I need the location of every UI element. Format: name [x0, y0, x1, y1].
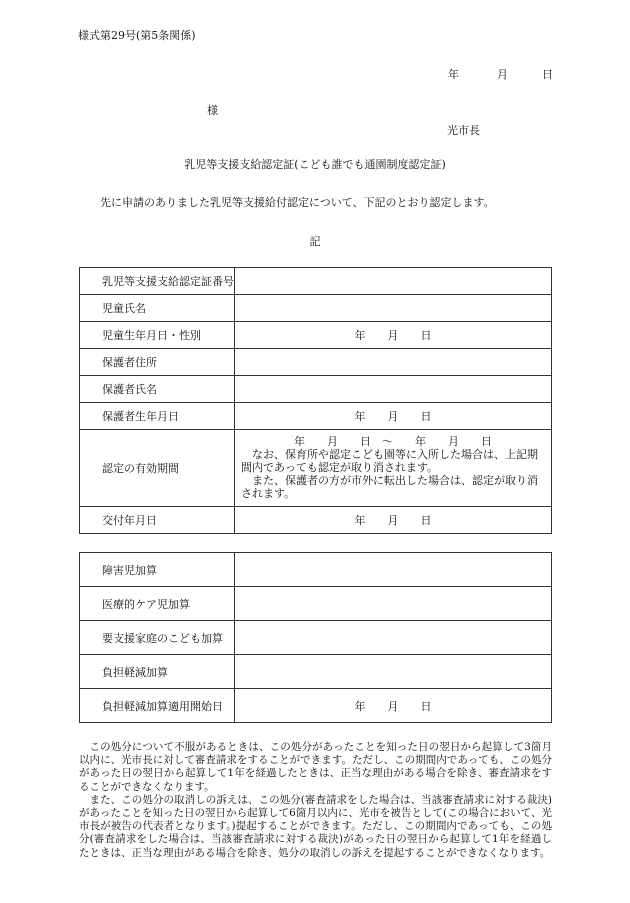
guardian-address-value [235, 349, 552, 376]
row-label: 要支援家庭のこども加算 [80, 621, 235, 655]
form-number: 様式第29号(第5条関係) [78, 29, 196, 42]
appeal-notice-paragraph: この処分について不服があるときは、この処分があったことを知った日の翌日から起算して3箇月以内に、光市長に対して審査請求をすることができます。ただし、この期間内であっても、この処分があった日の翌日から起算して1年を経過したときは、正当な理由がある場合を除き、審査請求をすることができなくなります。 [79, 741, 552, 793]
guardian-name-value [235, 376, 552, 403]
disability-addition-value [235, 553, 552, 587]
appeal-notice-paragraph: また、この処分の取消しの訴えは、この処分(審査請求をした場合は、当該審査請求に対する裁決)があったことを知った日の翌日から起算して6箇月以内に、光市を被告として(この場合において、光市長が被告の代表者となります。)提起することができます。ただし、この期間内であっても、この処分(審査請求をした場合は、当該審査請求に対する裁決)があった日の翌日から起算して1年を経過したときは、正当な理由がある場合を除き、処分の取消しの訴えを提起することができなくなります。 [79, 793, 552, 859]
row-label: 児童氏名 [80, 295, 235, 322]
date-year: 年 [448, 68, 459, 81]
validity-period-dates: 年 月 日 ～ 年 月 日 [294, 435, 492, 448]
table-row [80, 295, 552, 322]
row-label: 障害児加算 [80, 553, 235, 587]
burden-reduction-start-value: 年 月 日 [235, 689, 552, 723]
ki-heading: 記 [309, 235, 321, 248]
table-row [80, 349, 552, 376]
appeal-notice [79, 741, 552, 860]
table-row [80, 507, 552, 534]
table-row [80, 689, 552, 723]
certificate-number-value [235, 268, 552, 295]
child-name-value [235, 295, 552, 322]
burden-reduction-value [235, 655, 552, 689]
row-label: 負担軽減加算 [80, 655, 235, 689]
table-row [80, 621, 552, 655]
medical-care-addition-value [235, 587, 552, 621]
table-row [80, 655, 552, 689]
validity-note-admission: なお、保育所や認定こども園等に入所した場合は、上記期間内であっても認定が取り消されます。 [241, 448, 538, 474]
validity-period-value [235, 430, 552, 507]
child-birthdate-value: 年 月 日 [235, 322, 552, 349]
date-month: 月 [497, 68, 508, 81]
table-row [80, 268, 552, 295]
row-label: 乳児等支援支給認定証番号 [80, 268, 235, 295]
guardian-birthdate-value: 年 月 日 [235, 403, 552, 430]
issuer-name: 光市長 [447, 124, 480, 137]
row-label: 交付年月日 [80, 507, 235, 534]
table-row [80, 587, 552, 621]
support-family-addition-value [235, 621, 552, 655]
row-label: 負担軽減加算適用開始日 [80, 689, 235, 723]
row-label: 医療的ケア児加算 [80, 587, 235, 621]
row-label: 保護者氏名 [80, 376, 235, 403]
document-title: 乳児等支援支給認定証(こども誰でも通園制度認定証) [184, 158, 446, 171]
row-label: 保護者住所 [80, 349, 235, 376]
validity-note-relocation: また、保護者の方が市外に転出した場合は、認定が取り消されます。 [241, 474, 538, 500]
table-row [80, 376, 552, 403]
table-row [80, 322, 552, 349]
additions-table [79, 552, 552, 723]
certificate-table [79, 267, 552, 534]
row-label: 保護者生年月日 [80, 403, 235, 430]
table-row [80, 403, 552, 430]
intro-text: 先に申請のありました乳児等支援給付認定について、下記のとおり認定します。 [100, 196, 495, 209]
issue-date-value: 年 月 日 [235, 507, 552, 534]
issue-date-line [448, 66, 553, 82]
table-row [80, 430, 552, 507]
date-day: 日 [542, 68, 553, 81]
row-label: 児童生年月日・性別 [80, 322, 235, 349]
addressee-suffix: 様 [207, 104, 218, 117]
row-label: 認定の有効期間 [80, 430, 235, 507]
table-row [80, 553, 552, 587]
